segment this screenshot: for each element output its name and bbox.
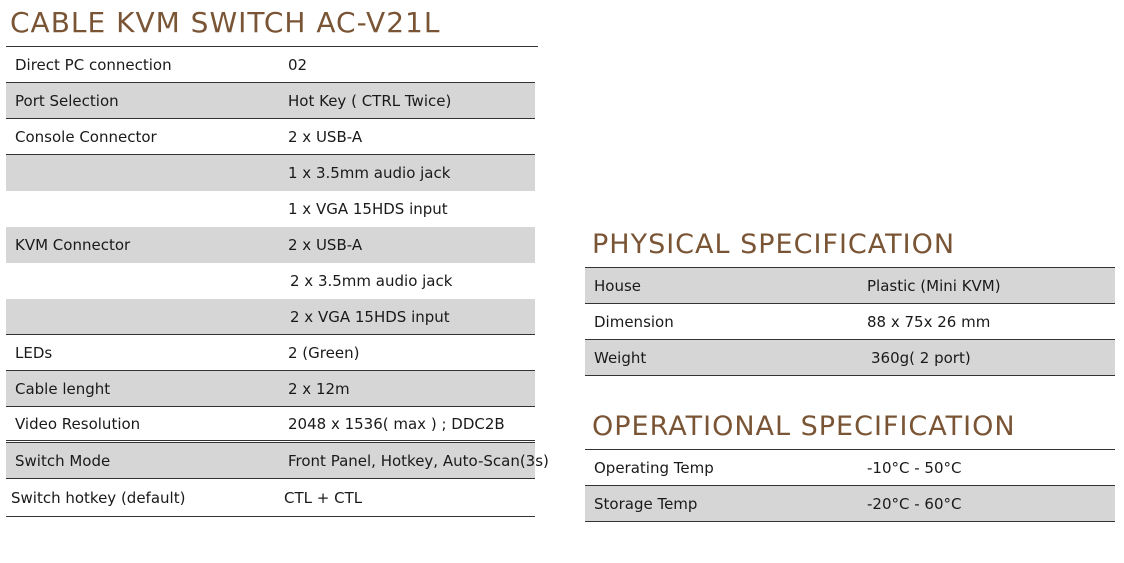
table-row: [6, 443, 549, 479]
table-row: [6, 47, 535, 83]
row-label: Operating Temp: [594, 458, 714, 477]
row-label: KVM Connector: [15, 236, 131, 254]
row-value: 2 x USB-A: [288, 236, 363, 254]
table-row: [585, 340, 1115, 376]
row-value: CTL + CTL: [284, 488, 363, 507]
main-spec-table: [6, 47, 549, 517]
table-row: [6, 371, 535, 407]
table-row: [585, 267, 1115, 304]
row-value: -20°C - 60°C: [867, 494, 962, 513]
physical-title: PHYSICAL SPECIFICATION: [592, 229, 956, 260]
row-label: Port Selection: [15, 91, 119, 110]
row-value: 2 (Green): [288, 343, 360, 362]
table-row: [6, 227, 535, 263]
row-value: 88 x 75x 26 mm: [867, 312, 991, 331]
row-label: House: [594, 276, 642, 295]
table-row: [6, 335, 535, 371]
row-label: Cable lenght: [15, 379, 111, 398]
table-row: [6, 191, 535, 227]
row-value: 2 x 12m: [288, 379, 350, 398]
row-label: LEDs: [15, 343, 53, 362]
row-label: Weight: [594, 348, 647, 367]
table-row: [6, 299, 535, 335]
row-value: 1 x 3.5mm audio jack: [288, 164, 451, 182]
operational-title: OPERATIONAL SPECIFICATION: [592, 411, 1016, 442]
table-row: [585, 449, 1115, 486]
row-label: Dimension: [594, 312, 674, 331]
table-row: [6, 155, 535, 191]
table-row: [6, 119, 535, 155]
row-value: -10°C - 50°C: [867, 458, 962, 477]
row-value: 1 x VGA 15HDS input: [288, 200, 448, 218]
physical-spec-table: [585, 267, 1115, 376]
row-value: Front Panel, Hotkey, Auto-Scan(3s): [288, 451, 549, 470]
row-value: Plastic (Mini KVM): [867, 276, 1001, 295]
row-value: 2 x USB-A: [288, 127, 363, 146]
row-label: Direct PC connection: [15, 55, 172, 74]
row-label: Console Connector: [15, 127, 157, 146]
row-label: Storage Temp: [594, 494, 698, 513]
table-row: [6, 479, 535, 517]
row-value: 2048 x 1536( max ) ; DDC2B: [288, 414, 505, 433]
row-value: 02: [288, 55, 308, 74]
row-label: Switch hotkey (default): [11, 488, 186, 507]
table-row: [6, 263, 535, 299]
table-row: [585, 486, 1115, 522]
row-value: Hot Key ( CTRL Twice): [288, 91, 452, 110]
row-value: 360g( 2 port): [871, 348, 971, 367]
main-title: CABLE KVM SWITCH AC-V21L: [10, 6, 441, 39]
row-value: 2 x 3.5mm audio jack: [290, 272, 453, 290]
table-row: [6, 83, 535, 119]
table-row: [585, 304, 1115, 340]
table-row: [6, 407, 535, 443]
row-value: 2 x VGA 15HDS input: [290, 307, 450, 326]
row-label: Switch Mode: [15, 451, 111, 470]
row-label: Video Resolution: [15, 414, 141, 433]
operational-spec-table: [585, 449, 1115, 522]
